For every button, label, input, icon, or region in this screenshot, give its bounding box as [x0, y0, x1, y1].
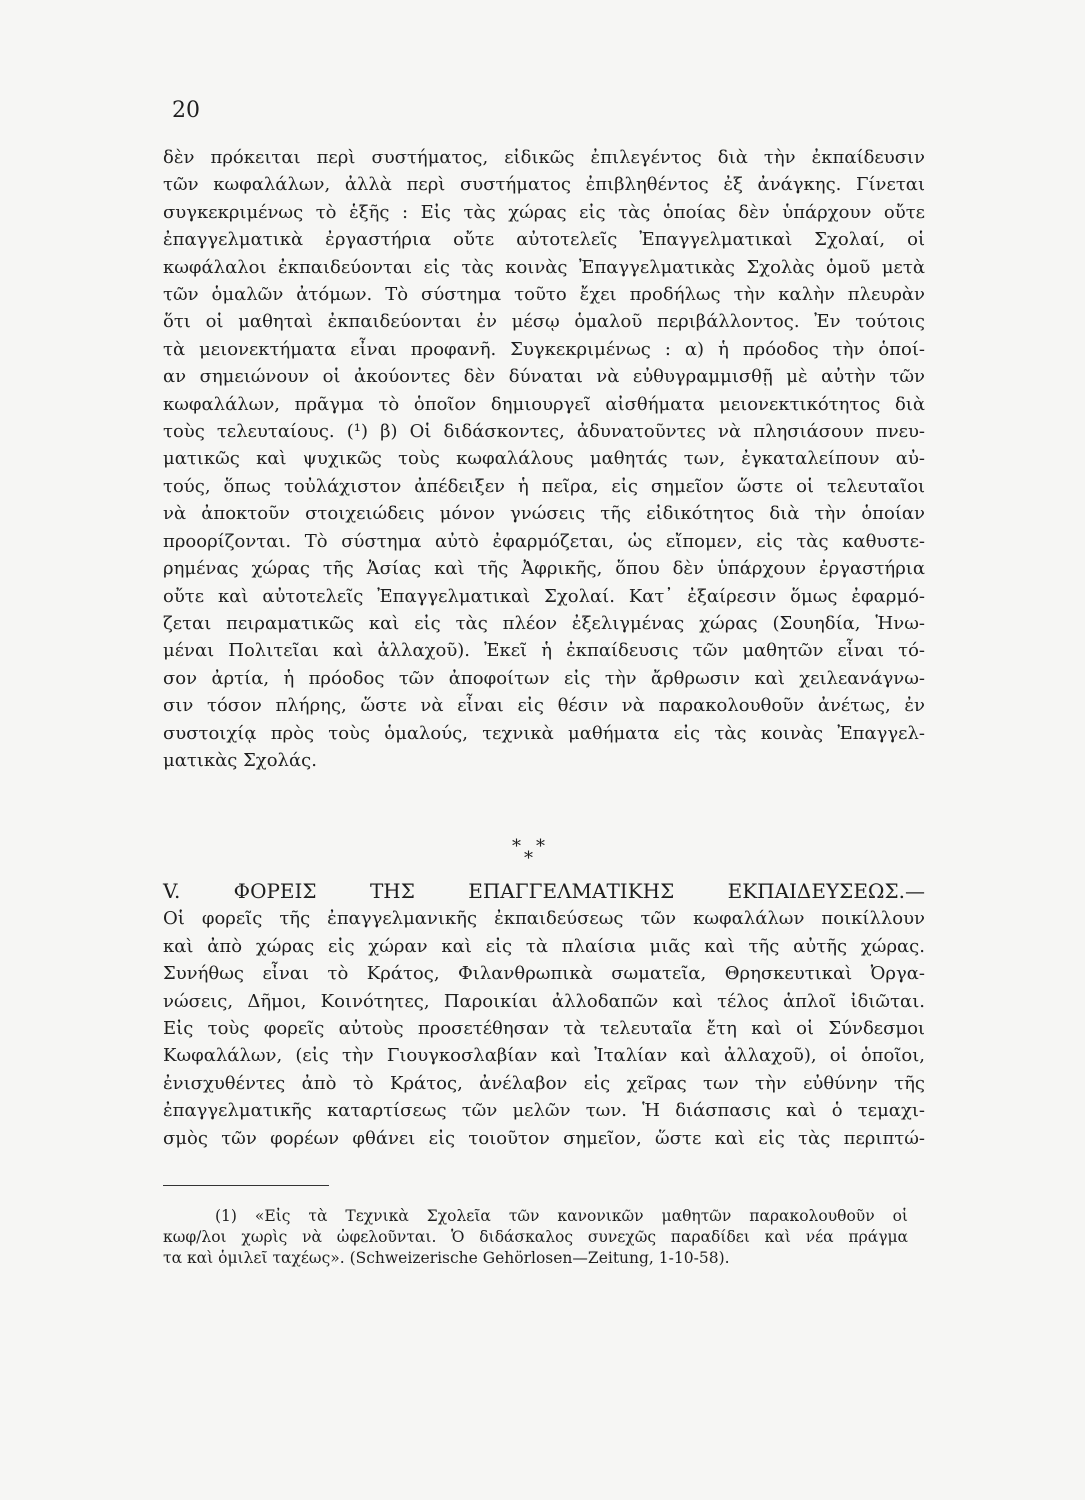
text-line: Κωφαλάλων, (εἰς τὴν Γιουγκοσλαβίαν καὶ Ἰταλίαν καὶ ἀλλαχοῦ), οἱ ὁποῖοι, — [163, 1045, 925, 1067]
text-line: κωφαλάλων, πρᾶγμα τὸ ὁποῖον δημιουργεῖ αἰσθήματα μειονεκτικότητος διὰ — [163, 393, 925, 415]
body-paragraph-2 — [163, 878, 925, 1152]
text-line: συστοιχίᾳ πρὸς τοὺς ὁμαλούς, τεχνικὰ μαθήματα εἰς τὰς κοινὰς Ἐπαγγελ- — [163, 722, 925, 744]
text-line: ἐνισχυθέντες ἀπὸ τὸ Κράτος, ἀνέλαβον εἰς χεῖρας των τὴν εὐθύνην τῆς — [163, 1072, 925, 1094]
text-line: οὔτε καὶ αὐτοτελεῖς Ἐπαγγελματικαὶ Σχολαί. Κατ᾿ ἐξαίρεσιν ὅμως ἐφαρμό- — [163, 585, 925, 607]
text-line: ματικῶς καὶ ψυχικῶς τοὺς κωφαλάλους μαθητάς των, ἐγκαταλείπουν αὐ- — [163, 448, 925, 470]
footnote-line: τα καὶ ὁμιλεῖ ταχέως». (Schweizerische Gehörlosen—Zeitung, 1-10-58). — [163, 1249, 730, 1267]
text-line: ἐπαγγελματικῆς καταρτίσεως τῶν μελῶν των. Ἡ διάσπασις καὶ ὁ τεμαχι- — [163, 1100, 925, 1122]
footnote-divider — [163, 1185, 329, 1186]
text-line: τῶν ὁμαλῶν ἀτόμων. Τὸ σύστημα τοῦτο ἔχει προδήλως τὴν καλὴν πλευρὰν — [163, 284, 925, 306]
text-line: σμὸς τῶν φορέων φθάνει εἰς τοιοῦτον σημεῖον, ὥστε καὶ εἰς τὰς περιπτώ- — [163, 1127, 925, 1149]
text-line: τοὺς τελευταίους. (¹) β) Οἱ διδάσκοντες, ἀδυνατοῦντες νὰ πλησιάσουν πνευ- — [163, 421, 925, 443]
text-line: ματικὰς Σχολάς. — [163, 749, 317, 771]
footnote-line: κωφ/λοι χωρὶς νὰ ὠφελοῦνται. Ὁ διδάσκαλος συνεχῶς παραδίδει καὶ νέα πράγμα — [163, 1228, 908, 1246]
footnote — [163, 1206, 908, 1269]
page-number: 20 — [172, 98, 200, 123]
body-paragraph-1 — [163, 144, 925, 774]
text-line: ρημένας χώρας τῆς Ἀσίας καὶ τῆς Ἀφρικῆς, ὅπου δὲν ὑπάρχουν ἐργαστήρια — [163, 558, 925, 580]
text-line: νὰ ἀποκτοῦν στοιχειώδεις μόνον γνώσεις τῆς εἰδικότητος διὰ τὴν ὁποίαν — [163, 503, 925, 525]
text-line: αν σημειώνουν οἱ ἀκούοντες δὲν δύναται νὰ εὐθυγραμμισθῇ μὲ αὐτὴν τῶν — [163, 366, 925, 388]
asterisk: * — [524, 848, 533, 869]
text-line: προορίζονται. Τὸ σύστημα αὐτὸ ἐφαρμόζεται, ὡς εἴπομεν, εἰς τὰς καθυστε- — [163, 530, 925, 552]
text-line: καὶ ἀπὸ χώρας εἰς χώραν καὶ εἰς τὰ πλαίσια μιᾶς καὶ τῆς αὐτῆς χώρας. — [163, 935, 925, 957]
text-line: τὰ μειονεκτήματα εἶναι προφανῆ. Συγκεκριμένως : α) ἡ πρόοδος τὴν ὁποί- — [163, 338, 925, 360]
footnote-line: (1) «Εἰς τὰ Τεχνικὰ Σχολεῖα τῶν κανονικῶν μαθητῶν παρακολουθοῦν οἱ — [215, 1207, 908, 1225]
section-heading: V. ΦΟΡΕΙΣ ΤΗΣ ΕΠΑΓΓΕΛΜΑΤΙΚΗΣ ΕΚΠΑΙΔΕΥΣΕΩΣ.— — [163, 879, 925, 903]
text-line: τῶν κωφαλάλων, ἀλλὰ περὶ συστήματος ἐπιβληθέντος ἐξ ἀνάγκης. Γίνεται — [163, 174, 925, 196]
asterisk: * — [536, 836, 545, 857]
text-line: ζεται πειραματικῶς καὶ εἰς τὰς πλέον ἐξελιγμένας χώρας (Σουηδία, Ἡνω- — [163, 612, 925, 634]
text-line: ἐπαγγελματικὰ ἐργαστήρια οὔτε αὐτοτελεῖς Ἐπαγγελματικαὶ Σχολαί, οἱ — [163, 229, 925, 251]
text-line: σιν τόσον πλήρης, ὥστε νὰ εἶναι εἰς θέσιν νὰ παρακολουθοῦν ἀνέτως, ἐν — [163, 695, 925, 717]
text-line: Οἱ φορεῖς τῆς ἐπαγγελμανικῆς ἐκπαιδεύσεως τῶν κωφαλάλων ποικίλλουν — [163, 908, 925, 930]
text-line: τούς, ὅπως τοὐλάχιστον ἀπέδειξεν ἡ πεῖρα, εἰς σημεῖον ὥστε οἱ τελευταῖοι — [163, 475, 925, 497]
text-line: Συνήθως εἶναι τὸ Κράτος, Φιλανθρωπικὰ σωματεῖα, Θρησκευτικαὶ Ὀργα- — [163, 963, 925, 985]
asterisk: * — [512, 836, 521, 857]
text-line: συγκεκριμένως τὸ ἑξῆς : Εἰς τὰς χώρας εἰς τὰς ὁποίας δὲν ὑπάρχουν οὔτε — [163, 201, 925, 223]
text-line: μέναι Πολιτεῖαι καὶ ἀλλαχοῦ). Ἐκεῖ ἡ ἐκπαίδευσις τῶν μαθητῶν εἶναι τό- — [163, 640, 925, 662]
text-line: Εἰς τοὺς φορεῖς αὐτοὺς προσετέθησαν τὰ τελευταῖα ἔτη καὶ οἱ Σύνδεσμοι — [163, 1018, 925, 1040]
text-line: σον ἀρτία, ἡ πρόοδος τῶν ἀποφοίτων εἰς τὴν ἄρθρωσιν καὶ χειλεανάγνω- — [163, 667, 925, 689]
text-line: ὅτι οἱ μαθηταὶ ἐκπαιδεύονται ἐν μέσῳ ὁμαλοῦ περιβάλλοντος. Ἐν τούτοις — [163, 311, 925, 333]
text-line: νώσεις, Δῆμοι, Κοινότητες, Παροικίαι ἀλλοδαπῶν καὶ τέλος ἁπλοῖ ἰδιῶται. — [163, 990, 925, 1012]
text-line: δὲν πρόκειται περὶ συστήματος, εἰδικῶς ἐπιλεγέντος διὰ τὴν ἐκπαίδευσιν — [163, 147, 925, 168]
text-line: κωφάλαλοι ἐκπαιδεύονται εἰς τὰς κοινὰς Ἐπαγγελματικὰς Σχολὰς ὁμοῦ μετὰ — [163, 256, 925, 278]
section-separator — [500, 836, 560, 876]
